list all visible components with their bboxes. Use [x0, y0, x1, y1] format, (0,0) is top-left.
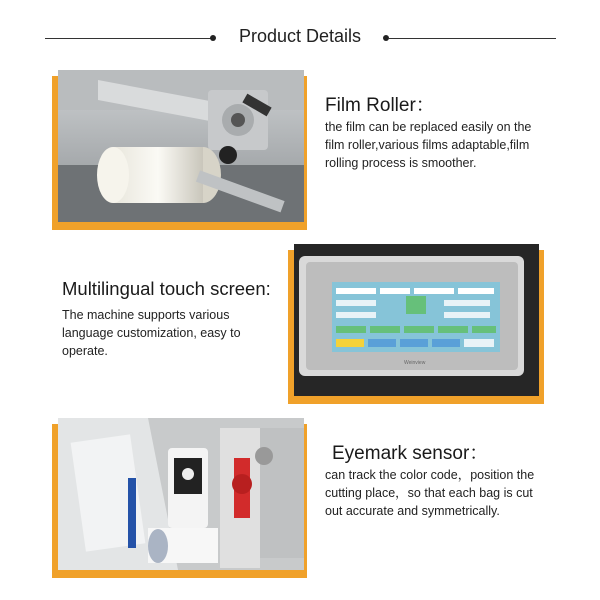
touch-screen-title: Multilingual touch screen: [62, 278, 271, 299]
eyemark-sensor-description: can track the color code，position the cutting place，so that each bag is cut out accurate and symmetrically. [325, 468, 535, 518]
touch-screen-description: The machine supports various language customization, easy to operate. [62, 308, 241, 358]
touch-screen-photo [294, 244, 539, 396]
eyemark-sensor-title: Eyemark sensor： [332, 443, 489, 464]
header-right-line [388, 38, 556, 39]
page-title: Product Details [238, 26, 362, 46]
touch-screen-image-frame [288, 244, 544, 404]
film-roller-description: the film can be replaced easily on the film roller,various films adaptable,film rolling process is smoother. [325, 120, 532, 170]
eyemark-sensor-photo [58, 418, 304, 570]
film-roller-title: Film Roller： [325, 95, 435, 116]
film-roller-image-frame [52, 70, 307, 230]
eyemark-sensor-image-frame [52, 418, 307, 578]
film-roller-photo [58, 70, 304, 222]
screen-brand-label: Weinview [404, 360, 426, 366]
